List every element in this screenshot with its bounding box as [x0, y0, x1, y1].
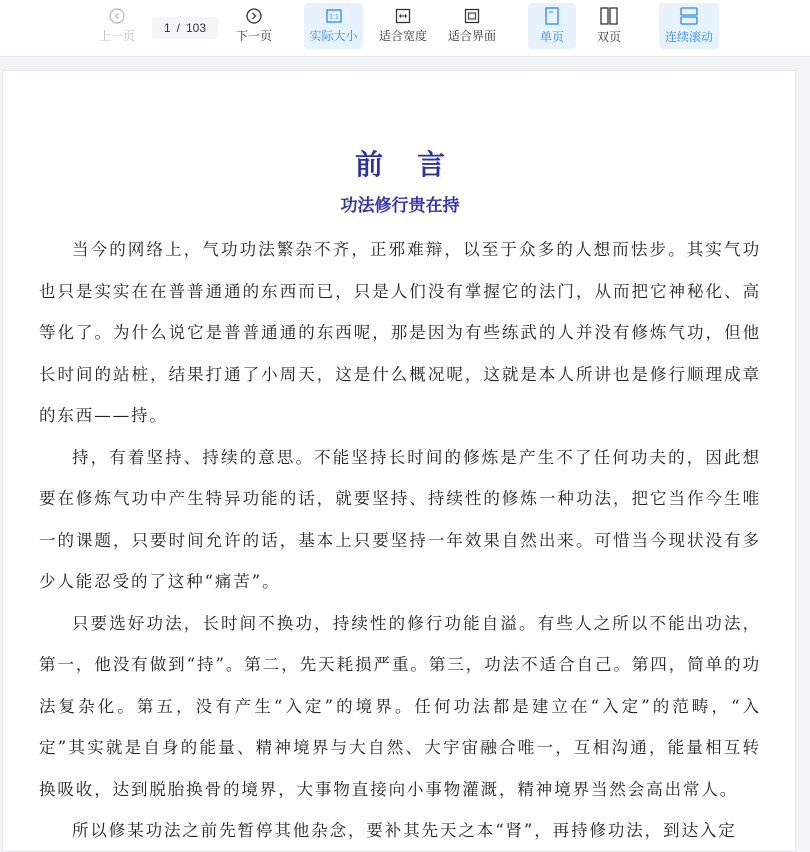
fit-width-icon — [395, 8, 411, 24]
continuous-scroll-label: 连续滚动 — [664, 30, 713, 44]
svg-text:1:1: 1:1 — [328, 13, 339, 21]
fit-page-icon — [464, 8, 480, 24]
document-page — [2, 70, 796, 852]
total-pages: 103 — [186, 21, 207, 35]
prev-page-button[interactable] — [92, 3, 142, 49]
next-page-label: 下一页 — [235, 29, 272, 43]
chevron-right-circle-icon — [246, 8, 262, 24]
actual-size-icon — [326, 8, 342, 24]
current-page: 1 — [163, 21, 171, 35]
document-body — [39, 229, 761, 852]
fit-page-button[interactable] — [442, 3, 502, 49]
page-separator: / — [176, 21, 180, 35]
actual-size-label: 实际大小 — [309, 29, 358, 43]
page-number-input[interactable] — [152, 17, 218, 39]
paragraph: 当今的网络上，气功功法繁杂不齐，正邪难辩，以至于众多的人想而怯步。其实气功也只是实实在在普普通通的东西而已，只是人们没有掌握它的法门，从而把它神秘化、高等化了。为什么说它是普普通通的东西呢，那是因为有些练武的人并没有修炼气功，但他长时间的站桩，结果打通了小周天，这是什么概况呢，这就是本人所讲也是修行顺理成章的东西——持。 — [39, 240, 761, 425]
prev-page-label: 上一页 — [98, 29, 135, 43]
fit-page-label: 适合界面 — [447, 29, 496, 43]
actual-size-button[interactable] — [304, 3, 363, 49]
double-page-icon — [600, 7, 618, 25]
paragraph: 只要选好功法，长时间不换功，持续性的修行功能自溢。有些人之所以不能出功法，第一，他没有做到“持”。第二，先天耗损严重。第三，功法不适合自己。第四，简单的功法复杂化。第五，没有产生“入定”的境界。任何功法都是建立在“入定”的范畴，“入定”其实就是自身的能量、精神境界与大自然、大宇宙融合唯一，互相沟通，能量相互转换吸收，达到脱胎换骨的境界，大事物直接向小事物灌溉，精神境界当然会高出常人。 — [39, 613, 761, 799]
chevron-left-circle-icon — [109, 8, 125, 24]
single-page-icon — [544, 7, 560, 25]
paragraph: 持，有着坚持、持续的意思。不能坚持长时间的修炼是产生不了任何功夫的，因此想要在修炼气功中产生特异功能的话，就要坚持、持续性的修炼一种功法，把它当作今生唯一的课题，只要时间允许的话，基本上只要坚持一年效果自然出来。可惜当今现状没有多少人能忍受的了这种“痛苦”。 — [39, 447, 761, 591]
viewer-toolbar — [0, 0, 810, 57]
next-page-button[interactable] — [229, 3, 279, 49]
double-page-label: 双页 — [596, 30, 621, 44]
paragraph: 所以修某功法之前先暂停其他杂念，要补其先天之本“肾”，再持修功法，到达入定 — [72, 821, 737, 840]
page-title: 前言 — [354, 148, 479, 181]
continuous-scroll-button[interactable] — [659, 3, 719, 49]
page-subtitle: 功法修行贵在持 — [340, 196, 460, 216]
single-page-button[interactable] — [528, 3, 576, 49]
single-page-label: 单页 — [539, 30, 564, 44]
double-page-button[interactable] — [585, 3, 633, 49]
fit-width-button[interactable] — [374, 3, 432, 49]
continuous-scroll-icon — [680, 7, 698, 25]
fit-width-label: 适合宽度 — [378, 29, 427, 43]
